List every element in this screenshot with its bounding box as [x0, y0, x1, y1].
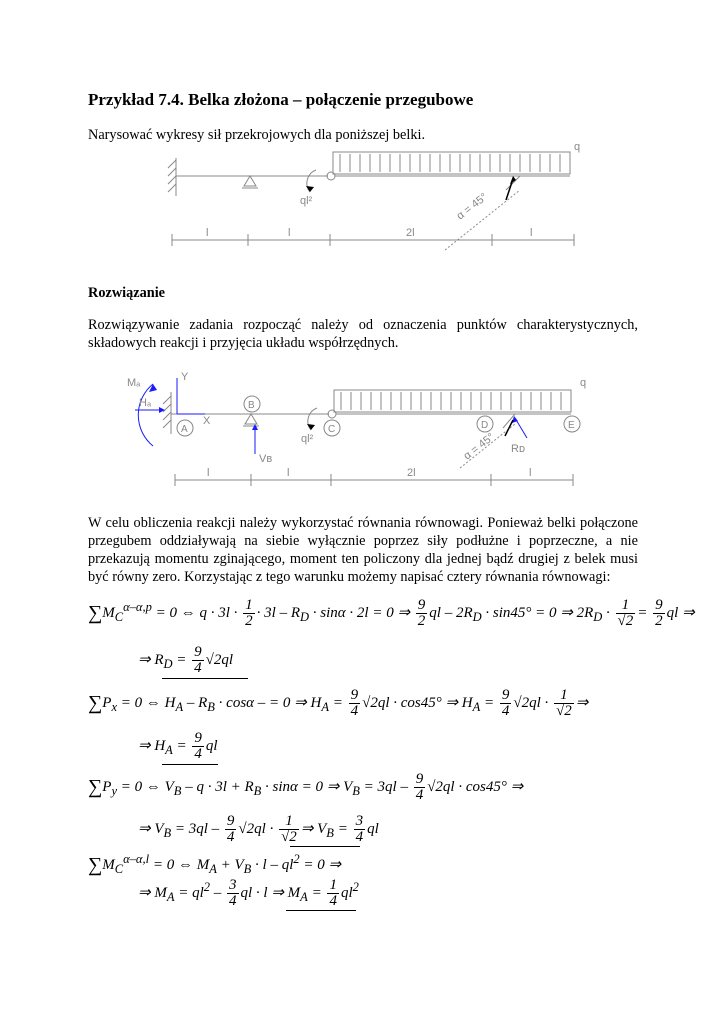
fig1-span-4: l [530, 227, 533, 239]
fig2-point-a: A [181, 424, 188, 435]
fig2-point-c: C [328, 424, 336, 435]
fig2-reaction-rd: Rᴅ [511, 443, 526, 455]
equation-3-result: ⇒ $V_B = 3ql$ – $\frac{9}{4}$ √2ql · $\frac{1}{√2}$ ⇒ $V_B$ = $\frac{3}{4}$ ql [138, 813, 379, 845]
fig2-point-e: E [568, 420, 575, 431]
underline-ha [162, 764, 218, 765]
equation-2-result: ⇒ $H_A$ = $\frac{9}{4}$ ql [138, 730, 218, 762]
fig2-point-d: D [481, 420, 489, 431]
fig2-span-1: l [207, 467, 210, 479]
page-title: Przykład 7.4. Belka złożona – połączenie przegubowe [88, 90, 474, 109]
underline-rd [162, 678, 248, 679]
fig2-axis-x: X [203, 415, 211, 427]
equation-4-result: ⇒ $M_A = ql^2$ – $\frac{3}{4}$ ql · l ⇒ $M_A$ = $\frac{1}{4}$ $ql^2$ [138, 877, 359, 909]
fig1-q-label: q [574, 141, 581, 153]
fig2-span-3: 2l [407, 467, 416, 479]
fig2-axis-y: Y [181, 372, 189, 383]
body-text: W celu obliczenia reakcji należy wykorzystać równania równowagi. Ponieważ belki połączone przegubem oddziaływają na siebie wyłącznie poprzez siły podłużne i poprzeczne, a nie przekazują momentu zginającego, moment ten policzony dla jednej bądź drugiej z belek musi być równy zero. Korzystając z tego warunku możemy napisać cztery równania równowagi: [88, 515, 638, 585]
fig2-angle-label: α = 45° [461, 431, 497, 463]
fig2-span-4: l [529, 467, 532, 479]
fig2-reaction-ha: Hₐ [139, 397, 152, 409]
intro-text: Narysować wykresy sił przekrojowych dla poniższej belki. [88, 127, 426, 143]
fig2-span-2: l [287, 467, 290, 479]
equation-1-result: ⇒ $R_D$ = $\frac{9}{4}$ √2ql [138, 644, 234, 676]
beam-figure-1 [150, 140, 590, 260]
fig2-point-b: B [248, 400, 255, 411]
fig1-span-1: l [206, 227, 209, 239]
equation-3: $\sum P_y = 0$ ⇔ $V_B - q \cdot 3l + R_B \cdot \sin\alpha = 0$ ⇒ $V_B = 3ql$ – $\frac{9}{4}$ √2ql · cos45° ⇒ [88, 771, 524, 803]
fig2-reaction-ma: Mₐ [127, 377, 141, 389]
equation-1: $\sum M_C^{\alpha-\alpha,p} = 0$ ⇔ q · 3l · $\frac{1}{2}$ · $3l - R_D \cdot \sin\alpha \cdot 2l = 0$ ⇒ $\frac{9}{2}$ ql – $2R_D \cdot \sin 45^\circ = 0$ ⇒ $2R_D$ · $\frac{1}{√2}$ = $\frac{9}{2}$ ql ⇒ [88, 597, 695, 629]
fig1-angle-label: α = 45° [454, 191, 490, 223]
solution-text: Rozwiązywanie zadania rozpocząć należy od oznaczenia punktów charakterystycznych, składowych reakcji i przyjęcia układu współrzędnych. [88, 317, 638, 351]
solution-heading: Rozwiązanie [88, 285, 166, 301]
underline-ma [286, 910, 356, 911]
fig2-reaction-vb: Vʙ [259, 453, 273, 465]
fig1-span-2: l [288, 227, 291, 239]
fig1-span-3: 2l [406, 227, 415, 239]
fig2-moment-label: ql² [301, 433, 314, 445]
beam-figure-2 [115, 372, 595, 502]
underline-vb [290, 846, 360, 847]
fig1-moment-label: ql² [300, 195, 313, 207]
equation-2: $\sum P_x = 0$ ⇔ $H_A - R_B \cdot \cos\alpha$ – = 0 ⇒ $H_A$ = $\frac{9}{4}$ √2ql · cos45° ⇒ $H_A$ = $\frac{9}{4}$ √2ql · $\frac{1}{√2}$ ⇒ [88, 687, 589, 719]
equation-4: $\sum M_C^{\alpha-\alpha,l} = 0$ ⇔ $M_A + V_B \cdot l - ql^2 = 0$ ⇒ [88, 852, 342, 877]
fig2-q-label: q [580, 377, 587, 389]
